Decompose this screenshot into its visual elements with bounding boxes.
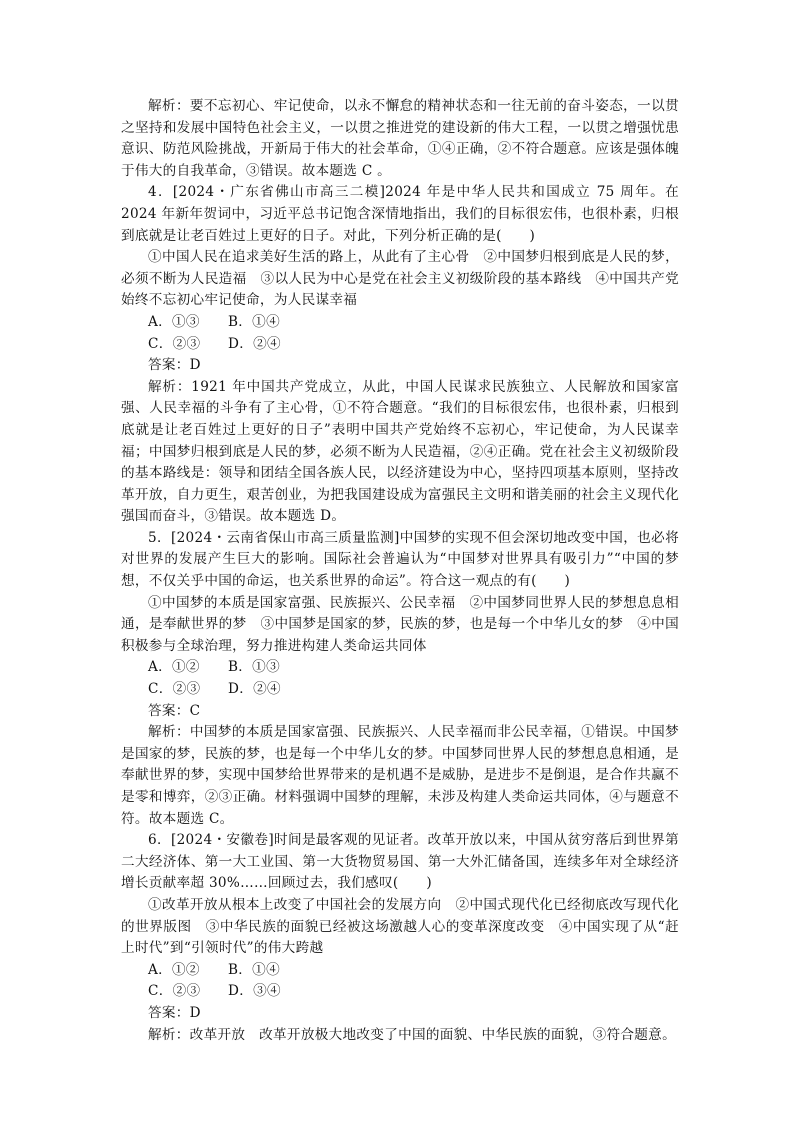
option-c: C．②③	[148, 681, 201, 698]
question-4	[121, 182, 679, 528]
question-statements: ①中国梦的本质是国家富强、民族振兴、公民幸福 ②中国梦同世界人民的梦想息息相通，是奉献世界的梦 ③中国梦是国家的梦，民族的梦，也是每一个中华儿女的梦 ④中国积极参与全球治理，努力推进构建人类命运共同体	[121, 594, 679, 654]
option-d: D．②④	[228, 335, 281, 352]
question-statements: ①中国人民在追求美好生活的路上，从此有了主心骨 ②中国梦归根到底是人民的梦，必须不断为人民造福 ③以人民为中心是党在社会主义初级阶段的基本路线 ④中国共产党始终不忘初心牢记使命，为人民谋幸福	[121, 249, 679, 309]
answer-line: 答案：D	[148, 357, 201, 374]
answer-options	[121, 312, 679, 355]
question-statements: ①改革开放从根本上改变了中国社会的发展方向 ②中国式现代化已经彻底改写现代化的世界版图 ③中华民族的面貌已经被这场激越人心的变革深度改变 ④中国实现了从“赶上时代”到“引领时代”的伟大跨越	[121, 896, 679, 957]
option-d: D．③④	[228, 983, 281, 1000]
option-c: C．②③	[148, 335, 201, 352]
explanation-prev: 解析：要不忘初心、牢记使命，以永不懈怠的精神状态和一往无前的奋斗姿态，一以贯之坚持和发展中国特色社会主义，一以贯之推进党的建设新的伟大工程，一以贯之增强忧患意识、防范风险挑战，开新局于伟大的社会革命，①④正确，②不符合题意。应该是强体魄于伟大的自我革命，③错误。故本题选 C 。	[121, 98, 679, 179]
answer-options	[121, 657, 679, 700]
question-stem: 4．[2024・广东省佛山市高三二模]2024 年是中华人民共和国成立 75 周年。在 2024 年新年贺词中，习近平总书记饱含深情地指出，我们的目标很宏伟，也很朴素，归根到底就是让老百姓过上更好的日子。对此，下列分析正确的是( )	[121, 184, 679, 244]
document-page	[121, 96, 679, 1046]
question-6	[121, 830, 679, 1046]
option-b: B．①③	[228, 659, 280, 676]
option-b: B．①④	[228, 961, 280, 978]
option-a: A．①③	[148, 313, 200, 330]
option-c: C．②③	[148, 983, 201, 1000]
option-a: A．①②	[148, 961, 200, 978]
option-b: B．①④	[228, 313, 280, 330]
explanation: 解析：改革开放 改革开放极大地改变了中国的面貌、中华民族的面貌，③符合题意。	[148, 1026, 676, 1043]
answer-options	[121, 960, 679, 1003]
option-a: A．①②	[148, 659, 200, 676]
explanation: 解析：中国梦的本质是国家富强、民族振兴、人民幸福而非公民幸福，①错误。中国梦是国家的梦，民族的梦，也是每一个中华儿女的梦。中国梦同世界人民的梦想息息相通，是奉献世界的梦，实现中国梦给世界带来的是机遇不是威胁，是进步不是倒退，是合作共赢不是零和博弈，②③正确。材料强调中国梦的理解，未涉及构建人类命运共同体，④与题意不符。故本题选 C。	[121, 724, 679, 827]
answer-line: 答案：D	[148, 1004, 201, 1021]
question-5	[121, 528, 679, 830]
question-stem: 6．[2024・安徽卷]时间是最客观的见证者。改革开放以来，中国从贫穷落后到世界第二大经济体、第一大工业国、第一大货物贸易国、第一大外汇储备国，连续多年对全球经济增长贡献率超 30%……回顾过去，我们感叹( )	[121, 832, 679, 892]
answer-line: 答案：C	[148, 702, 201, 719]
explanation: 解析：1921 年中国共产党成立，从此，中国人民谋求民族独立、人民解放和国家富强、人民幸福的斗争有了主心骨，①不符合题意。“我们的目标很宏伟，也很朴素，归根到底就是让老百姓过上更好的日子”表明中国共产党始终不忘初心，牢记使命，为人民谋幸福；中国梦归根到底是人民的梦，必须不断为人民造福，②④正确。党在社会主义初级阶段的基本路线是：领导和团结全国各族人民，以经济建设为中心，坚持四项基本原则，坚持改革开放，自力更生，艰苦创业，为把我国建设成为富强民主文明和谐美丽的社会主义现代化强国而奋斗，③错误。故本题选 D。	[121, 378, 679, 525]
question-stem: 5．[2024・云南省保山市高三质量监测]中国梦的实现不但会深切地改变中国，也必将对世界的发展产生巨大的影响。国际社会普遍认为“中国梦对世界具有吸引力”“中国的梦想，不仅关乎中国的命运，也关系世界的命运”。符合这一观点的有( )	[121, 529, 679, 590]
option-d: D．②④	[228, 681, 281, 698]
